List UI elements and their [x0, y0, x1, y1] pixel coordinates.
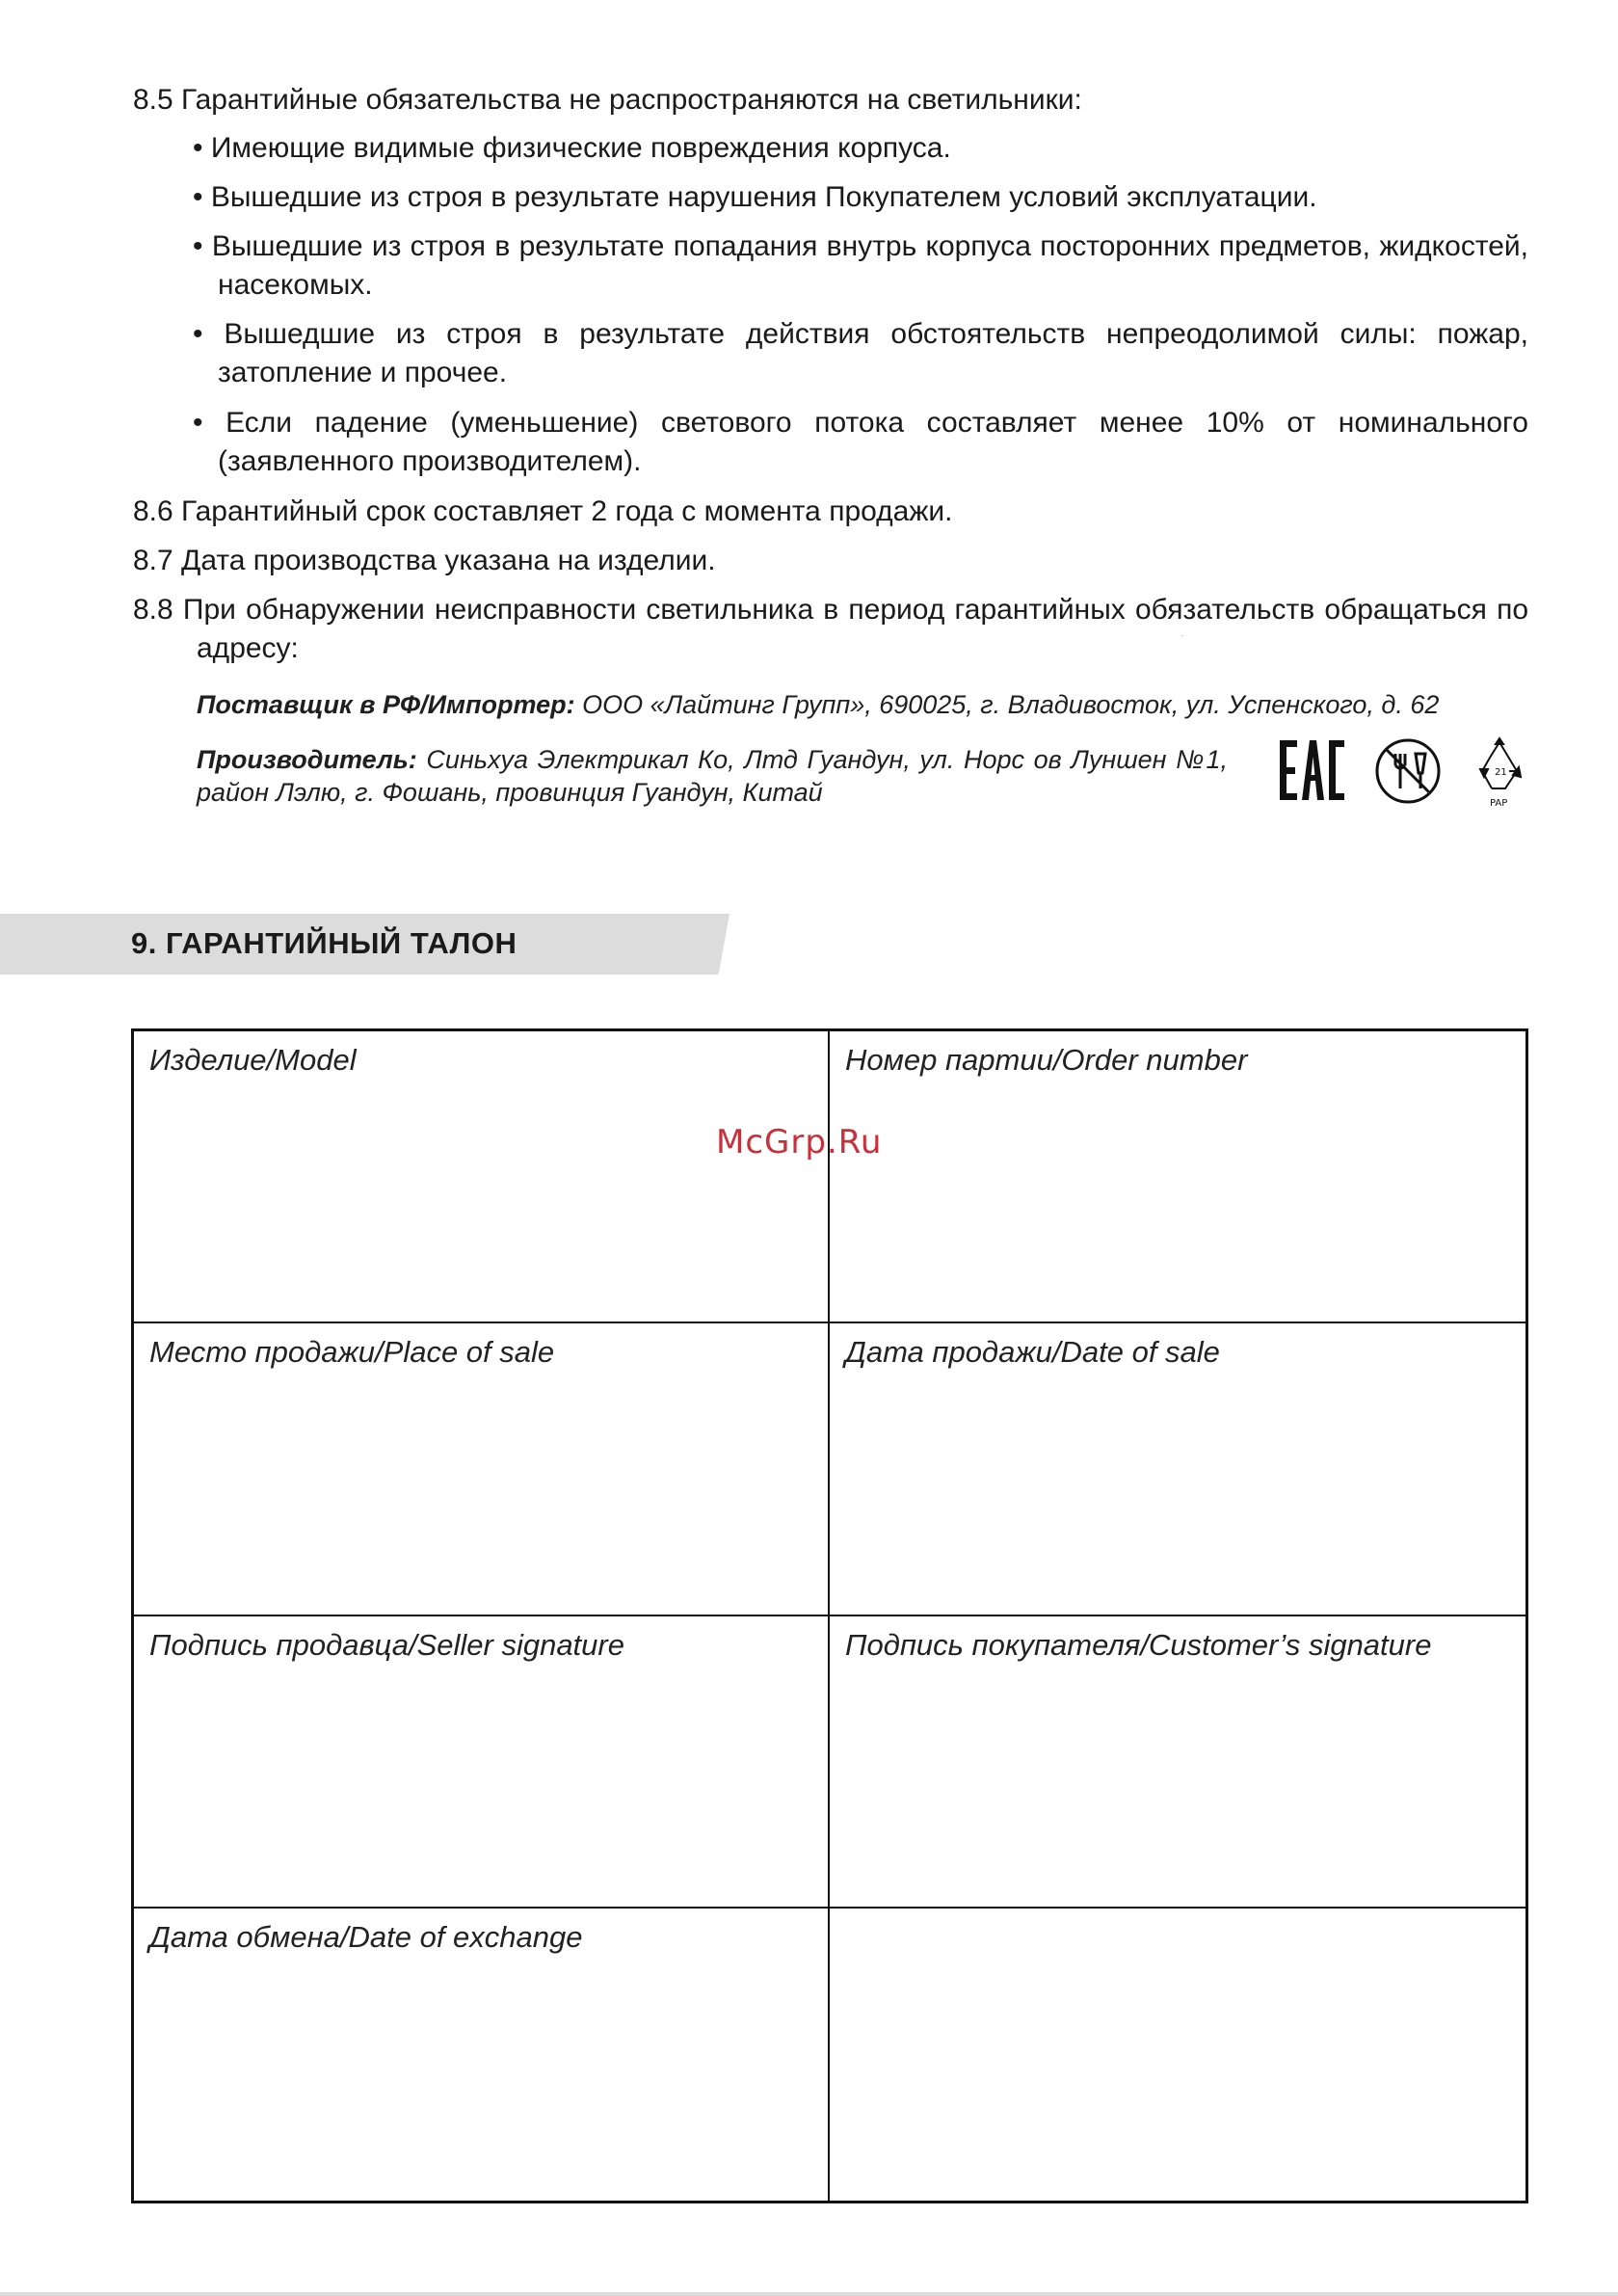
supplier-label: Поставщик в РФ/Импортер: [197, 690, 575, 719]
clause-8-7: 8.7 Дата производства указана на изделии. [133, 545, 716, 576]
section-title: 9. ГАРАНТИЙНЫЙ ТАЛОН [131, 926, 517, 960]
card-cell-order-number [830, 1031, 1525, 1323]
bullet-item: • Имеющие видимые физические повреждения корпуса. [193, 132, 951, 164]
cell-label: Место продажи/Place of sale [149, 1335, 555, 1370]
card-cell-place-of-sale [134, 1323, 830, 1615]
warranty-card [131, 1028, 1528, 2203]
recycle-number: 21 [1495, 767, 1507, 778]
clause-8-8: 8.8 При обнаружении неисправности светильника в период гарантийных обязательств обращаться по адресу: [133, 594, 1528, 664]
manufacturer-block [197, 743, 1228, 809]
bullet-item: • Вышедшие из строя в результате попадания внутрь корпуса посторонних предметов, жидкостей, насекомых. [193, 230, 1528, 301]
recycle-icon [1480, 738, 1521, 809]
cell-label: Номер партии/Order number [845, 1043, 1248, 1077]
card-cell-seller-signature [134, 1616, 830, 1909]
cell-label: Подпись покупателя/Customer’s signature [845, 1627, 1432, 1662]
card-cell-empty [830, 1909, 1525, 2201]
manufacturer-label: Производитель: [197, 745, 417, 774]
cell-label: Изделие/Model [149, 1043, 357, 1077]
eac-mark-icon [1280, 740, 1344, 800]
card-cell-date-of-sale [830, 1323, 1525, 1615]
recycle-code: PAP [1490, 798, 1508, 809]
cell-label: Дата обмена/Date of exchange [149, 1919, 583, 1954]
cell-label: Подпись продавца/Seller signature [149, 1627, 624, 1662]
card-cell-model [134, 1031, 830, 1323]
supplier-line [197, 688, 1440, 721]
cell-label: Дата продажи/Date of sale [845, 1335, 1220, 1370]
certification-marks [1181, 636, 1538, 810]
bullet-item: • Вышедшие из строя в результате нарушения Покупателем условий эксплуатации. [193, 181, 1317, 213]
card-cell-date-of-exchange [134, 1909, 830, 2201]
bullet-item: • Вышедшие из строя в результате действия обстоятельств непреодолимой силы: пожар, затопление и прочее. [193, 318, 1528, 388]
bottom-rule [0, 2292, 1618, 2296]
not-for-food-icon [1377, 740, 1439, 802]
watermark: McGrp.Ru [716, 1123, 883, 1161]
eac-text: EAC [1181, 636, 1184, 637]
card-cell-customer-signature [830, 1616, 1525, 1909]
manufacturer-text: Синьхуа Электрикал Ко, Лтд Гуандун, ул. Норс ов Луншен №1, район Лэлю, г. Фошань, провинция Гуандун, Китай [197, 745, 1228, 807]
clause-8-6: 8.6 Гарантийный срок составляет 2 года с момента продажи. [133, 495, 953, 527]
supplier-text: ООО «Лайтинг Групп», 690025, г. Владивосток, ул. Успенского, д. 62 [574, 690, 1440, 719]
clause-8-5: 8.5 Гарантийные обязательства не распространяются на светильники: [133, 84, 1082, 116]
bullet-item: • Если падение (уменьшение) светового потока составляет менее 10% от номинального (заявленного производителем). [193, 407, 1528, 477]
